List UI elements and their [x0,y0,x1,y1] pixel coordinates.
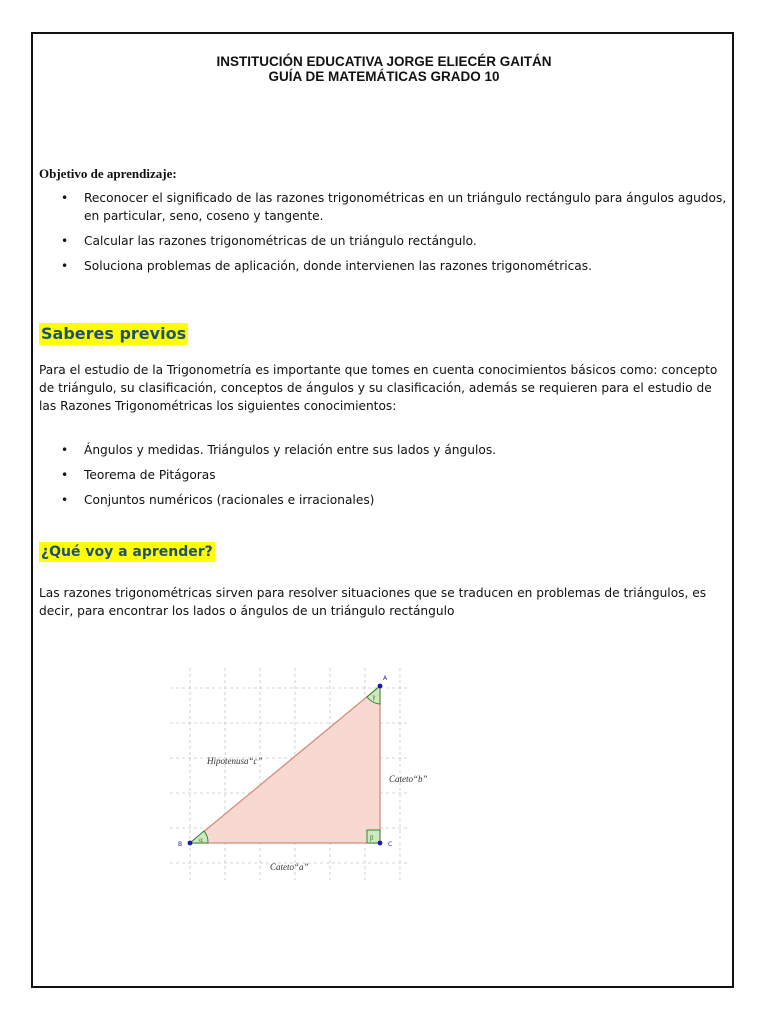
guide-title: GUÍA DE MATEMÁTICAS GRADO 10 [268,69,500,84]
right-angle-mark [367,830,380,843]
side-a-label: Cateto“a” [270,862,309,872]
vertex-a-point [378,684,383,689]
objectives-title: Objetivo de aprendizaje: [39,166,177,181]
angle-label-b: α [199,837,204,844]
saberes-list [39,441,729,516]
angle-label-a: γ [372,694,376,701]
section-heading-aprender: ¿Qué voy a aprender? [41,544,213,560]
list-item: • Teorema de Pitágoras [61,468,216,482]
angle-label-c: β [370,835,374,842]
vertex-a-label: A [383,675,388,682]
institution-name: INSTITUCIÓN EDUCATIVA JORGE ELIECÉR GAITÁN [216,54,552,69]
aprender-paragraph: Las razones trigonométricas sirven para resolver situaciones que se traducen en problemas de triángulos, es decir, para encontrar los lados o ángulos de un triángulo rectángulo [39,586,707,618]
list-item: • Conjuntos numéricos (racionales e irracionales) [61,493,375,507]
section-heading-saberes: Saberes previos [41,324,187,343]
list-item: • Reconocer el significado de las razones trigonométricas en un triángulo rectángulo para ángulos agudos, en particular, seno, coseno y tangente. [61,191,727,223]
list-item: • Ángulos y medidas. Triángulos y relación entre sus lados y ángulos. [61,443,497,457]
list-item: • Soluciona problemas de aplicación, donde intervienen las razones trigonométricas. [61,259,592,273]
vertex-b-label: B [178,841,183,848]
document-header [0,54,768,84]
saberes-paragraph: Para el estudio de la Trigonometría es importante que tomes en cuenta conocimientos básicos como: concepto de triángulo, su clasificación, conceptos de ángulos y su clasificación, además se requieren para el estudio de las Razones Trigonométricas los siguientes conocimientos: [39,363,718,413]
objectives-list [39,189,729,282]
vertex-c-label: C [388,841,393,848]
vertex-b-point [188,841,193,846]
hypotenuse-label: Hipotenusa“c” [207,756,263,766]
right-triangle-figure [170,668,428,880]
side-b-label: Cateto“b” [389,774,428,784]
vertex-c-point [378,841,383,846]
list-item: • Calcular las razones trigonométricas de un triángulo rectángulo. [61,234,477,248]
